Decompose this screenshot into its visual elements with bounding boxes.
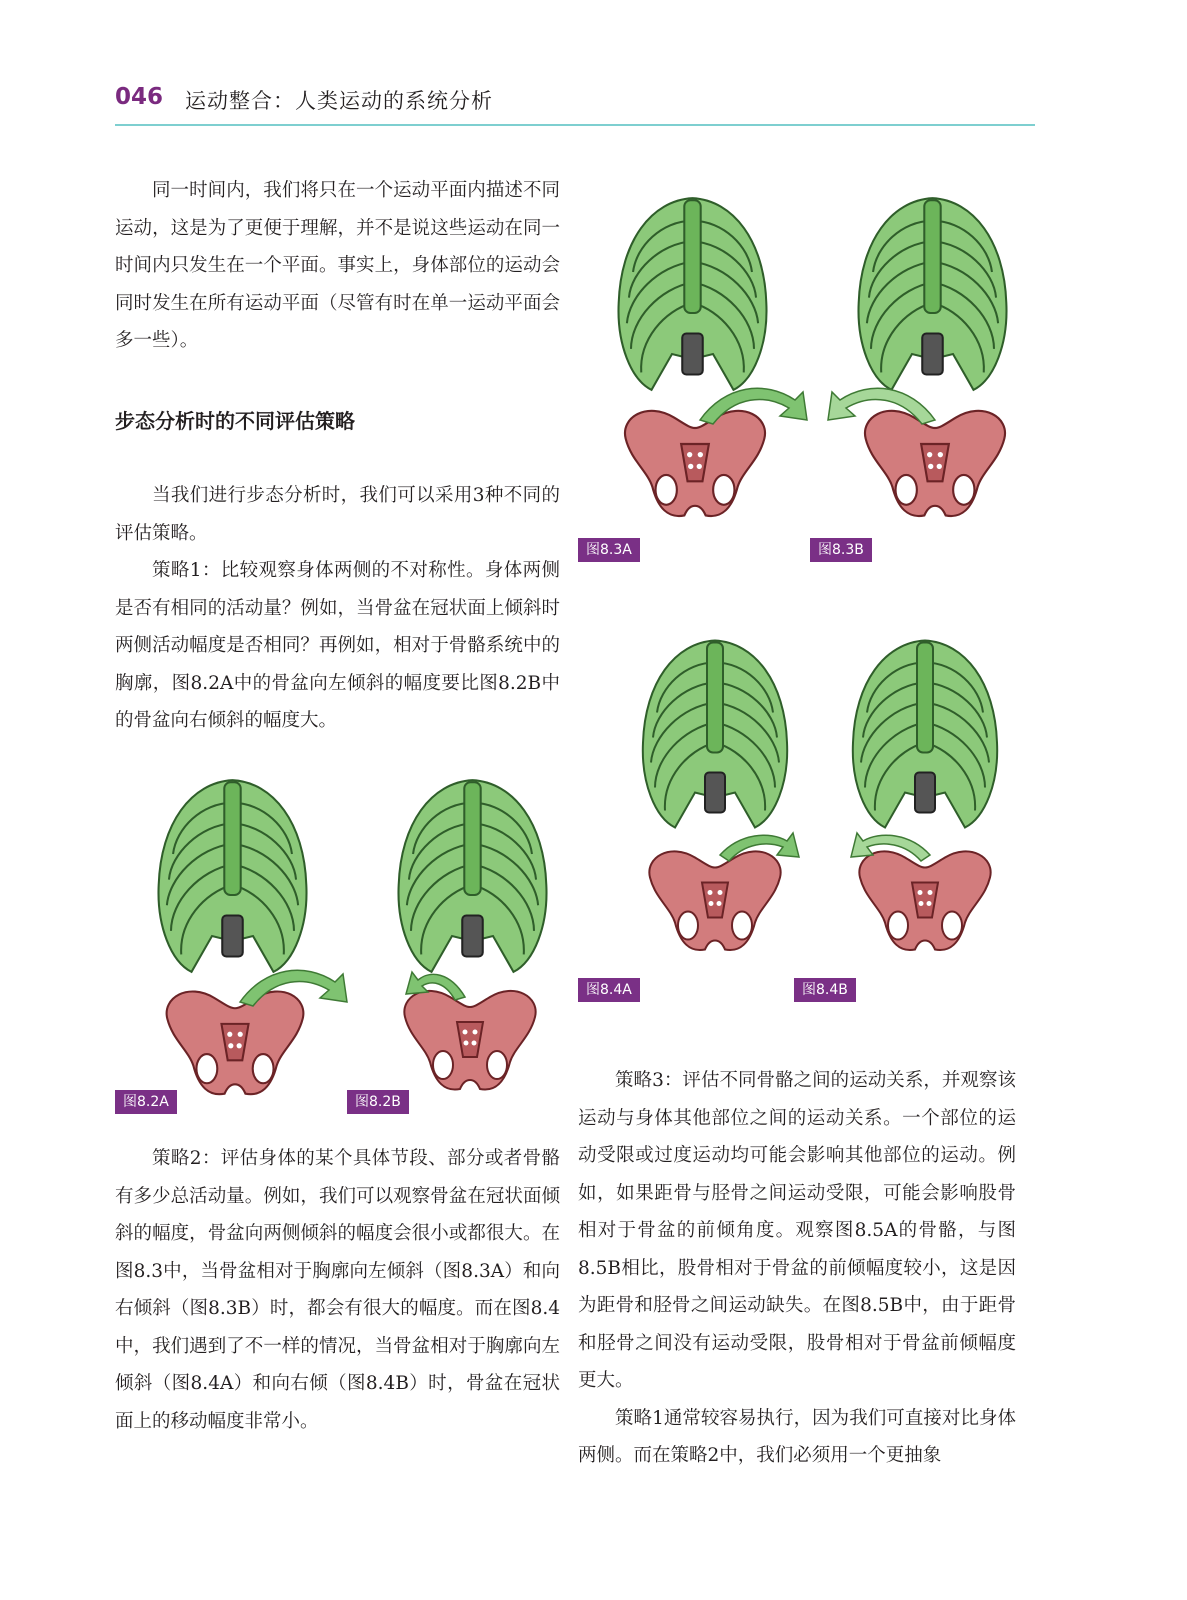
paragraph: 当我们进行步态分析时，我们可以采用3种不同的评估策略。 (115, 485, 560, 544)
paragraph: 策略1：比较观察身体两侧的不对称性。身体两侧是否有相同的活动量？例如，当骨盆在冠状面上倾斜时两侧活动幅度是否相同？再例如，相对于骨骼系统中的胸廓，图8.2A中的骨盆向左倾斜的幅度要比图8.2B中的骨盆向右倾斜的幅度大。 (115, 560, 560, 731)
left-intro-text (115, 172, 560, 360)
arrow-right-icon (235, 962, 355, 1012)
section-heading: 步态分析时的不同评估策略 (115, 409, 355, 433)
ribcage-illustration (610, 190, 775, 395)
arrow-left-icon (820, 380, 940, 430)
ribcage-illustration (150, 772, 315, 977)
arrow-right-icon (715, 825, 805, 865)
page-header (115, 80, 1035, 126)
arrow-left-icon (400, 962, 470, 1002)
paragraph: 策略3：评估不同骨骼之间的运动关系，并观察该运动与身体其他部位之间的运动关系。一个部位的运动受限或过度运动均可能会影响其他部位的运动。例如，如果距骨与胫骨之间运动受限，可能会影响股骨相对于骨盆的前倾角度。观察图8.5A的骨骼，与图8.5B相比，股骨相对于骨盆的前倾幅度较小，这是因为距骨和胫骨之间运动缺失。在图8.5B中，由于距骨和胫骨之间没有运动受限，股骨相对于骨盆前倾幅度更大。 (578, 1070, 1016, 1391)
figure-8-2A (150, 772, 315, 977)
figure-8-3A (610, 190, 775, 395)
figure-8-2B (390, 772, 555, 977)
paragraph: 策略1通常较容易执行，因为我们可直接对比身体两侧。而在策略2中，我们必须用一个更抽象 (578, 1407, 1016, 1466)
figure-caption: 图8.4A (578, 978, 640, 1002)
ribcage-illustration (850, 190, 1015, 395)
left-strategy2-text (115, 1140, 560, 1440)
paragraph: 策略2：评估身体的某个具体节段、部分或者骨骼有多少总活动量。例如，我们可以观察骨盆在冠状面倾斜的幅度，骨盆向两侧倾斜的幅度会很小或都很大。在图8.3中，当骨盆相对于胸廓向左倾斜（图8.3A）和向右倾斜（图8.3B）时，都会有很大的幅度。而在图8.4中，我们遇到了不一样的情况，当骨盆相对于胸廓向左倾斜（图8.4A）和向右倾（图8.4B）时，骨盆在冠状面上的移动幅度非常小。 (115, 1148, 560, 1432)
ribcage-illustration (845, 630, 1005, 835)
figure-caption: 图8.4B (794, 978, 856, 1002)
right-strategy3-text (578, 1062, 1016, 1475)
book-title: 运动整合：人类运动的系统分析 (185, 89, 493, 113)
page-number: 046 (115, 84, 164, 110)
arrow-right-icon (695, 380, 815, 430)
ribcage-illustration (635, 630, 795, 835)
left-strategy-text (115, 477, 560, 740)
ribcage-illustration (390, 772, 555, 977)
figure-caption: 图8.2B (347, 1090, 409, 1114)
figure-8-4A (635, 630, 795, 835)
figure-8-3B (850, 190, 1015, 395)
paragraph: 同一时间内，我们将只在一个运动平面内描述不同运动，这是为了更便于理解，并不是说这些运动在同一时间内只发生在一个平面。事实上，身体部位的运动会同时发生在所有运动平面（尽管有时在单一运动平面会多一些）。 (115, 180, 560, 351)
arrow-left-icon (845, 825, 935, 865)
figure-caption: 图8.3B (810, 538, 872, 562)
figure-caption: 图8.2A (115, 1090, 177, 1114)
figure-caption: 图8.3A (578, 538, 640, 562)
figure-8-4B (845, 630, 1005, 835)
